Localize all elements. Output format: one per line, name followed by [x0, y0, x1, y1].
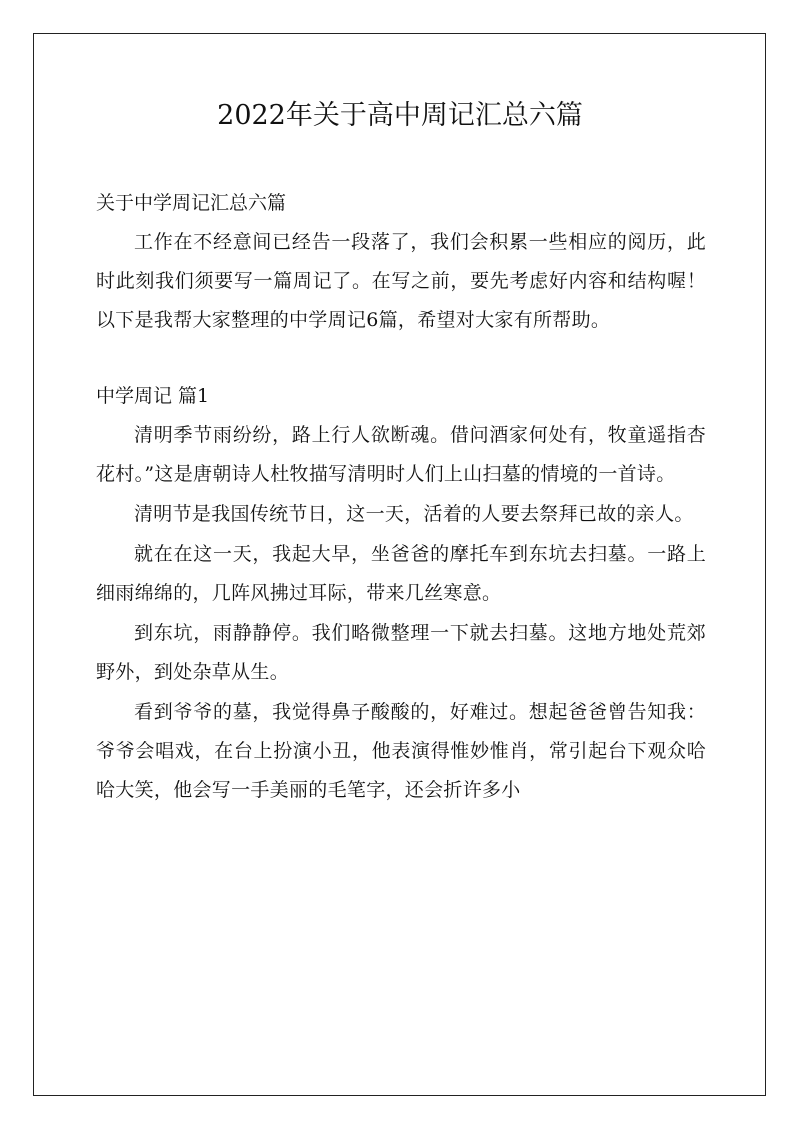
section-1-heading: 中学周记 篇1 — [96, 385, 210, 407]
intro-heading: 关于中学周记汇总六篇 — [96, 192, 287, 214]
document-title: 2022年关于高中周记汇总六篇 — [217, 100, 583, 131]
section-1-paragraph: 清明节是我国传统节日，这一天，活着的人要去祭拜已故的亲人。 — [134, 503, 694, 525]
section-1-paragraph: 清明季节雨纷纷，路上行人欲断魂。借问酒家何处有，牧童遥指杏花村。”这是唐朝诗人杜牧描写清明时人们上山扫墓的情境的一首诗。 — [96, 424, 706, 485]
section-1-paragraph: 就在在这一天，我起大早，坐爸爸的摩托车到东坑去扫墓。一路上细雨绵绵的，几阵风拂过耳际，带来几丝寒意。 — [96, 543, 706, 604]
section-1-paragraph: 看到爷爷的墓，我觉得鼻子酸酸的，好难过。想起爸爸曾告知我：爷爷会唱戏，在台上扮演小丑，他表演得惟妙惟肖，常引起台下观众哈哈大笑，他会写一手美丽的毛笔字，还会折许多小 — [96, 701, 706, 801]
section-1-paragraph: 到东坑，雨静静停。我们略微整理一下就去扫墓。这地方地处荒郊野外，到处杂草从生。 — [96, 622, 706, 683]
document-body — [96, 184, 706, 811]
section-spacer — [96, 341, 706, 377]
intro-paragraph: 工作在不经意间已经告一段落了，我们会积累一些相应的阅历，此时此刻我们须要写一篇周记了。在写之前，要先考虑好内容和结构喔！以下是我帮大家整理的中学周记6篇，希望对大家有所帮助。 — [96, 231, 706, 331]
